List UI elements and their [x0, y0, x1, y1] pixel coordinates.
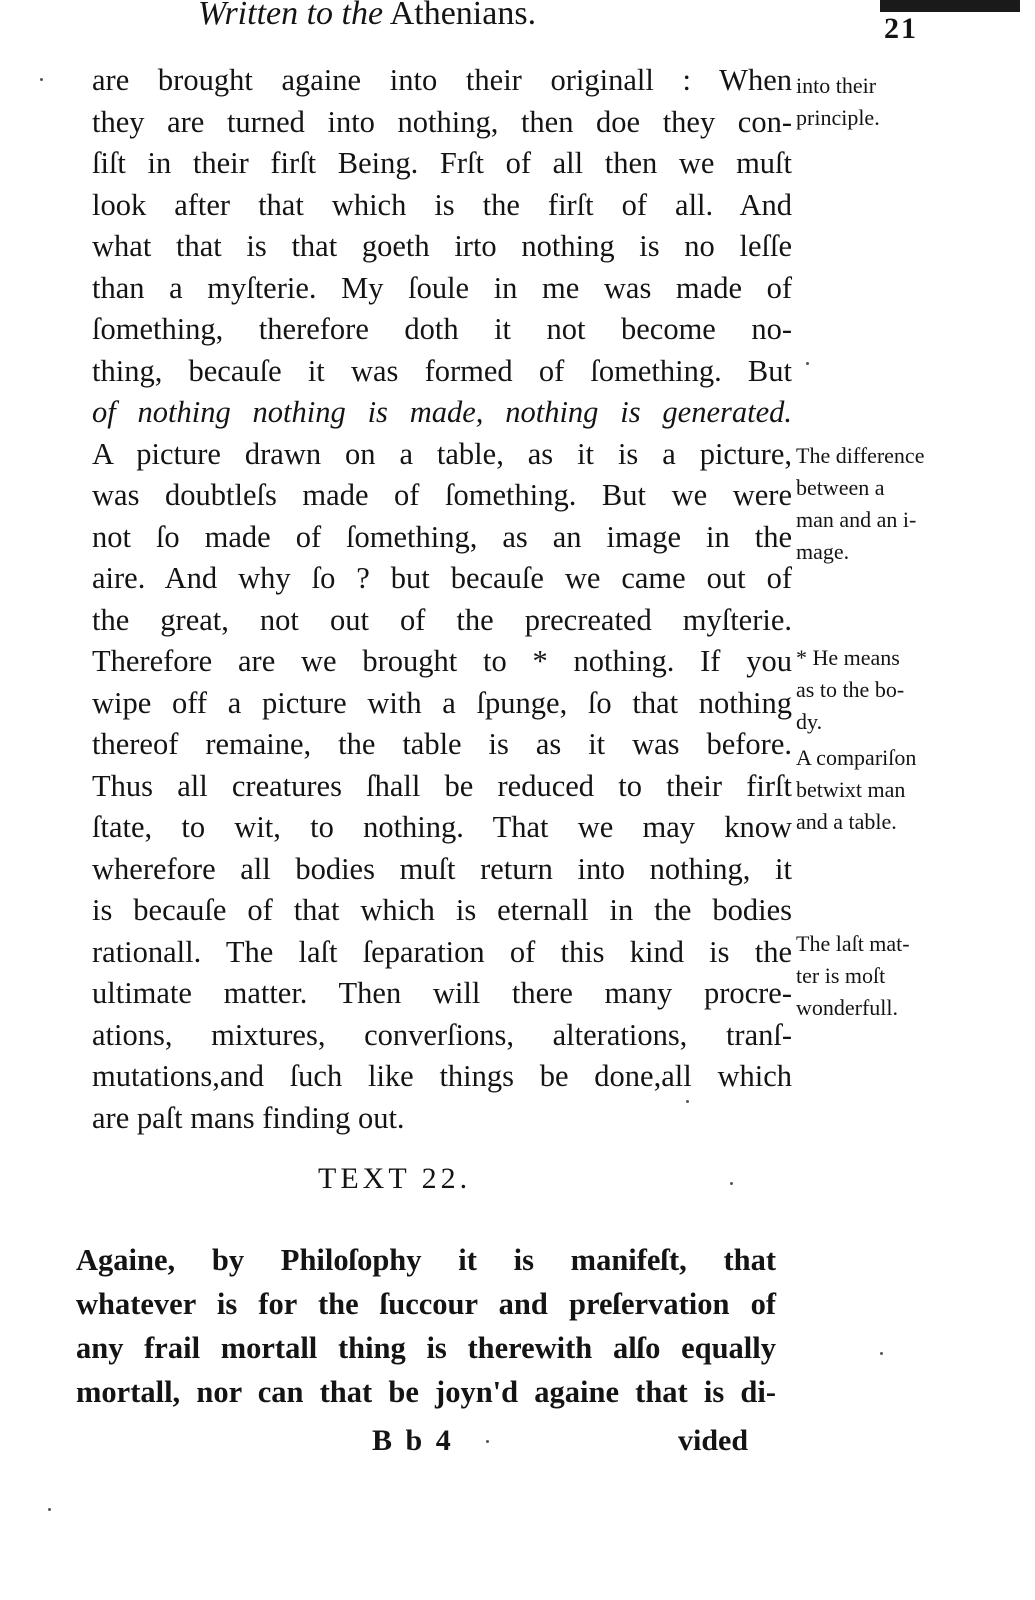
text-line: whatever is for the ſuccour and preſervation of — [76, 1287, 776, 1321]
text-line: not ſo made of ſomething, as an image in the — [92, 519, 792, 554]
text-line: thing, becauſe it was formed of ſomething. But — [92, 353, 792, 388]
margin-note-principle: into their principle. — [796, 73, 880, 130]
text-line: mutations,and ſuch like things be done,all which — [92, 1059, 792, 1093]
text-line: is becauſe of that which is eternall in the bodies — [92, 893, 792, 927]
text-line: was doubtleſs made of ſomething. But we were — [92, 478, 792, 512]
text-line: the great, not out of the precreated myſterie. — [92, 602, 792, 637]
text-line: than a myſterie. My ſoule in me was made of — [92, 270, 792, 305]
text-line: ſomething, therefore doth it not become no- — [92, 312, 792, 346]
text-line-italic: of nothing nothing is made, nothing is generated. — [92, 395, 792, 429]
text-line: are brought againe into their originall : When — [92, 63, 792, 97]
text-line: aire. And why ſo ? but becauſe we came out of — [92, 561, 792, 595]
running-head-roman: Athenians. — [389, 0, 537, 32]
main-text-block — [92, 60, 792, 1139]
section-heading: TEXT 22. — [318, 1162, 472, 1195]
print-speck — [730, 1182, 733, 1185]
catchword: vided — [678, 1424, 749, 1457]
text-line: wipe off a picture with a ſpunge, ſo that nothing — [92, 685, 792, 720]
text-line: they are turned into nothing, then doe they con- — [92, 104, 792, 139]
print-speck — [48, 1508, 51, 1511]
text-line: ultimate matter. Then will there many procre- — [92, 976, 792, 1010]
text-line: wherefore all bodies muſt return into nothing, it — [92, 851, 792, 886]
text-line: A picture drawn on a table, as it is a picture, — [92, 436, 792, 471]
margin-note-difference: The difference between a man and an i- mage. — [796, 443, 925, 564]
text-line: thereof remaine, the table is as it was before. — [92, 727, 792, 761]
text-line: ſtate, to wit, to nothing. That we may know — [92, 810, 792, 844]
print-speck — [40, 78, 43, 81]
print-speck — [486, 1440, 489, 1443]
text-line: Thus all creatures ſhall be reduced to their firſt — [92, 768, 792, 803]
running-head — [198, 0, 536, 34]
text-line: rationall. The laſt ſeparation of this kind is the — [92, 934, 792, 969]
top-edge-shadow — [880, 0, 1020, 12]
text-line: what that is that goeth irto nothing is no leſſe — [92, 229, 792, 263]
text-line: any frail mortall thing is therewith alſo equally — [76, 1331, 776, 1365]
print-speck — [880, 1352, 883, 1355]
margin-note-last-matter: The laſt mat- ter is moſt wonderfull. — [796, 931, 910, 1020]
page-number: 21 — [884, 12, 918, 45]
text-line: mortall, nor can that be joyn'd againe that is di- — [76, 1375, 776, 1409]
text-line: ations, mixtures, converſions, alterations, tranſ- — [92, 1017, 792, 1052]
signature-mark: B b 4 — [372, 1424, 454, 1457]
text-line: ſiſt in their firſt Being. Frſt of all then we muſt — [92, 146, 792, 180]
print-speck — [686, 1100, 689, 1103]
margin-note-comparison: A compariſon betwixt man and a table. — [796, 745, 917, 834]
text-line: look after that which is the firſt of all. And — [92, 187, 792, 222]
section-text-block — [76, 1238, 776, 1414]
running-head-italic: Written to the — [198, 0, 384, 32]
print-speck — [806, 362, 809, 365]
text-line-last: are paſt mans finding out. — [92, 1100, 405, 1135]
text-line: Againe, by Philoſophy it is manifeſt, that — [76, 1243, 776, 1277]
text-line: Therefore are we brought to * nothing. If you — [92, 644, 792, 678]
margin-note-body: * He means as to the bo- dy. — [796, 645, 905, 734]
